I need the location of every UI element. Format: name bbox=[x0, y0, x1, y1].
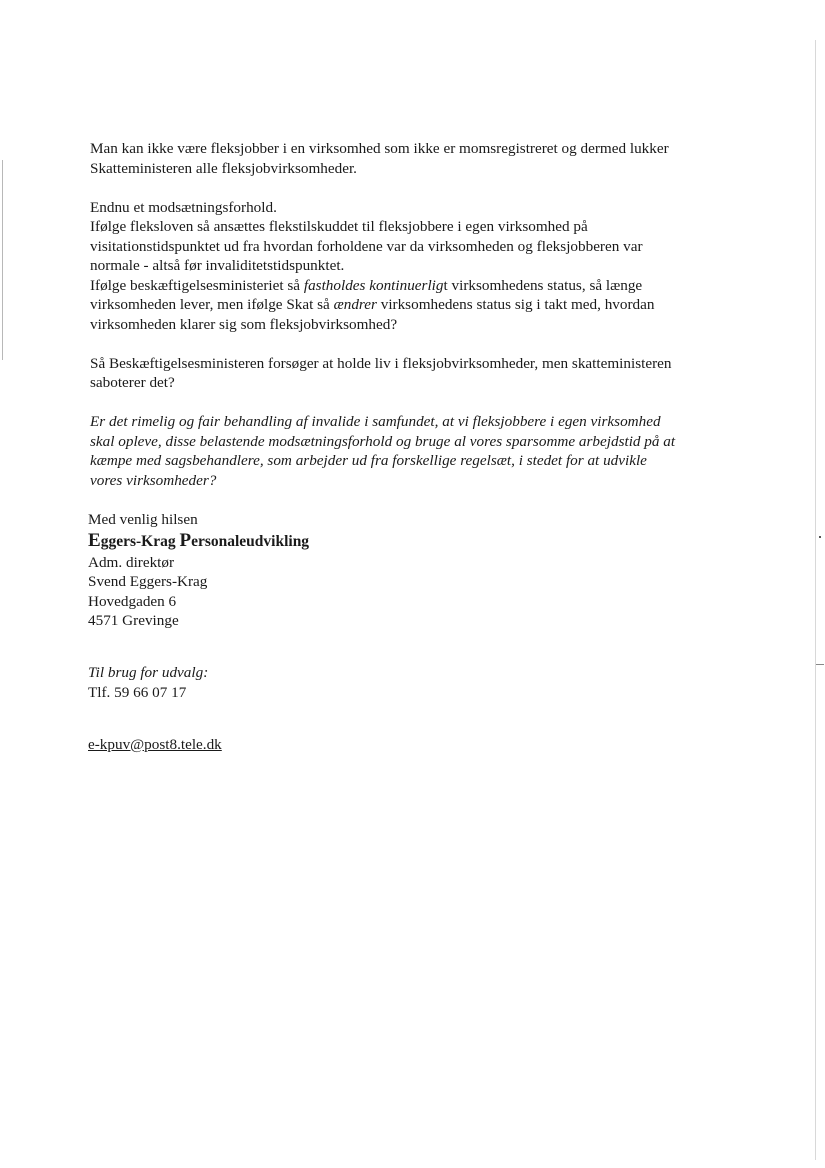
paragraph-sabotage bbox=[88, 354, 748, 393]
italic-segment: ændrer bbox=[333, 296, 377, 313]
paragraph-question bbox=[88, 412, 748, 490]
text-line: Man kan ikke være fleksjobber i en virksomhed som ikke er momsregistreret og dermed lukker bbox=[90, 140, 669, 157]
text-line bbox=[90, 295, 748, 315]
email-link[interactable]: e-kpuv@post8.tele.dk bbox=[88, 735, 222, 753]
text-line: kæmpe med sagsbehandlere, som arbejder ud fra forskellige regelsæt, i stedet for at udvikle bbox=[90, 452, 647, 469]
text-line: normale - altså før invaliditetstidspunktet. bbox=[90, 257, 345, 274]
text-segment: Ifølge beskæftigelsesministeriet så bbox=[90, 276, 304, 294]
contact-phone: Tlf. 59 66 07 17 bbox=[88, 683, 187, 701]
text-segment: virksomhedens status sig i takt med, hvordan bbox=[376, 296, 655, 313]
text-line: Ifølge fleksloven så ansættes flekstilskuddet til fleksjobbere i egen virksomhed på bbox=[90, 218, 588, 235]
company-text: ggers-Krag bbox=[100, 533, 180, 550]
text-line: vores virksomheder? bbox=[90, 471, 217, 489]
signature-block bbox=[88, 553, 748, 631]
company-initial: E bbox=[88, 530, 101, 551]
signature-title: Adm. direktør bbox=[88, 553, 175, 571]
letter-body bbox=[88, 139, 748, 754]
company-text: ersonaleudvikling bbox=[191, 533, 310, 550]
closing: Med venlig hilsen bbox=[88, 510, 198, 528]
text-line: Skatteministeren alle fleksjobvirksomheder. bbox=[90, 159, 357, 177]
scan-edge-left bbox=[2, 160, 3, 360]
signature-city: 4571 Grevinge bbox=[88, 612, 179, 629]
text-line: saboterer det? bbox=[90, 374, 175, 391]
text-segment: virksomheden lever, men ifølge Skat så bbox=[90, 296, 334, 313]
contact-block bbox=[88, 663, 748, 754]
text-line: virksomheden klarer sig som fleksjobvirksomhed? bbox=[90, 315, 398, 333]
text-line: skal opleve, disse belastende modsætningsforhold og bruge al vores sparsomme arbejdstid på at bbox=[90, 432, 676, 450]
italic-segment: fastholdes kontinuerlig bbox=[303, 276, 444, 294]
signature-street: Hovedgaden 6 bbox=[88, 592, 177, 610]
scan-mark bbox=[816, 664, 824, 665]
text-segment: t virksomhedens status, så længe bbox=[443, 276, 643, 294]
text-line: Endnu et modsætningsforhold. bbox=[90, 198, 277, 216]
company-name bbox=[88, 531, 748, 552]
text-line: Så Beskæftigelsesministeren forsøger at holde liv i fleksjobvirksomheder, men skatteministeren bbox=[90, 354, 672, 372]
text-line bbox=[90, 276, 748, 296]
text-line: Er det rimelig og fair behandling af invalide i samfundet, at vi fleksjobbere i egen virksomhed bbox=[90, 413, 661, 430]
company-initial: P bbox=[179, 530, 192, 551]
scan-edge-right bbox=[815, 40, 816, 1160]
scan-dot bbox=[819, 536, 821, 538]
contact-label: Til brug for udvalg: bbox=[88, 664, 209, 681]
signature-name: Svend Eggers-Krag bbox=[88, 573, 208, 590]
paragraph-modsaetningsforhold bbox=[88, 198, 748, 335]
text-line: visitationstidspunktet ud fra hvordan forholdene var da virksomheden og fleksjobberen var bbox=[90, 237, 643, 255]
paragraph-momsregistrering bbox=[88, 139, 748, 178]
